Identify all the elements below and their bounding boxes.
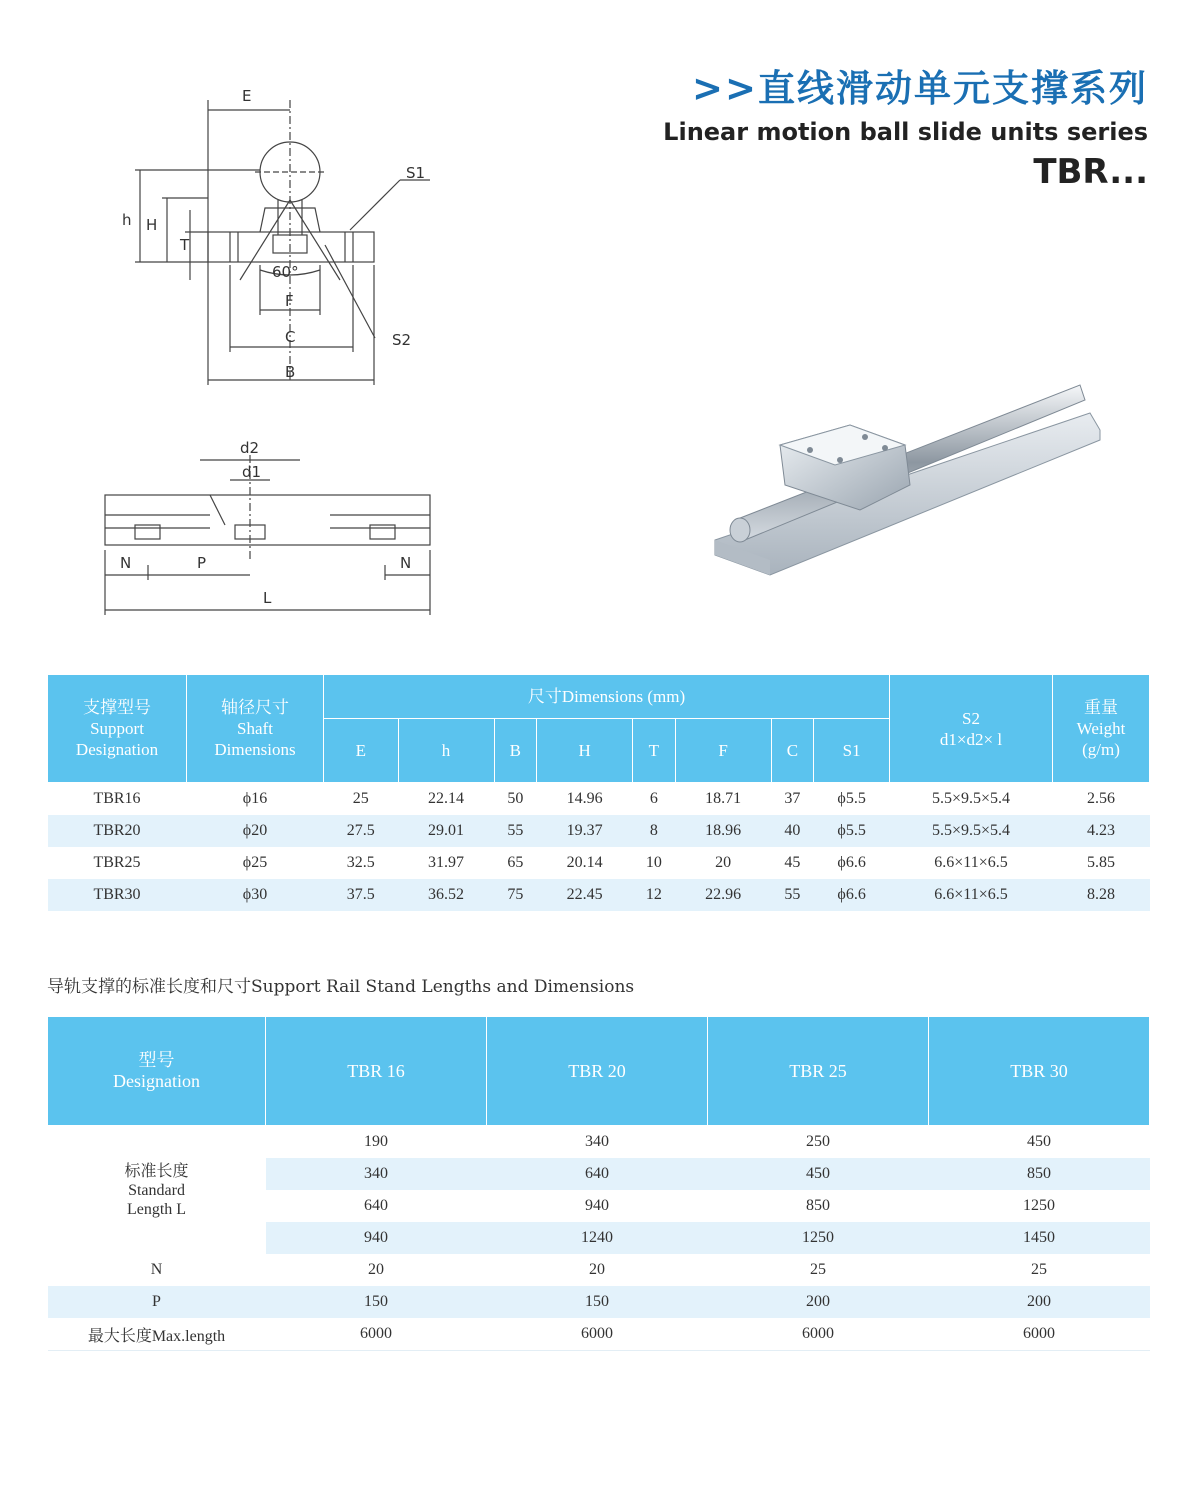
table-cell: 640 (487, 1158, 708, 1190)
table-cell: ϕ5.5 (814, 815, 890, 847)
table-cell: 8.28 (1053, 879, 1150, 911)
col-f: F (675, 719, 771, 783)
col-weight: 重量 Weight (g/m) (1053, 675, 1150, 783)
front-view-drawing (100, 80, 440, 400)
table-cell: 20 (368, 1261, 384, 1278)
col-model-4: TBR 30 (929, 1017, 1150, 1126)
spec-table (47, 674, 1150, 911)
table-cell: 2.56 (1087, 790, 1115, 807)
table-cell: 340 (585, 1133, 609, 1150)
table-cell: 5.85 (1087, 854, 1115, 871)
table-cell: 8 (633, 815, 676, 847)
table-cell: 20 (715, 854, 732, 871)
table-cell: 6000 (266, 1318, 487, 1351)
table-cell: ϕ6.6 (814, 879, 890, 911)
label-t: T (180, 236, 190, 254)
label-c: C (285, 328, 296, 346)
col-s2: S2 d1×d2× l (890, 675, 1053, 783)
table-cell: 12 (633, 879, 676, 911)
table-cell: 37.5 (324, 879, 399, 911)
page-title-en: Linear motion ball slide units series (663, 118, 1148, 146)
side-view-drawing (100, 435, 440, 625)
table-cell: 29.01 (398, 815, 494, 847)
table-cell: 45 (784, 854, 801, 871)
label-d2: d2 (240, 439, 260, 457)
table-cell: 5.5×9.5×5.4 (931, 790, 1011, 807)
p-row (48, 1286, 1150, 1318)
label-n-right: N (400, 554, 412, 572)
rail-table-title: 导轨支撑的标准长度和尺寸Support Rail Stand Lengths and Dimensions (47, 977, 635, 997)
max-length-row (48, 1318, 1150, 1351)
table-cell: 150 (487, 1286, 708, 1318)
table-cell: 6.6×11×6.5 (890, 879, 1053, 911)
table-cell: 10 (645, 854, 662, 871)
table-row (48, 815, 1150, 847)
max-length-row-label: 最大长度Max.length (48, 1318, 266, 1351)
table-cell: 850 (929, 1158, 1150, 1190)
label-h-lower: h (122, 211, 132, 229)
label-d1: d1 (242, 463, 262, 481)
product-photo (700, 365, 1140, 595)
table-cell: TBR16 (93, 790, 141, 807)
table-cell: 450 (1027, 1133, 1051, 1150)
label-e: E (242, 87, 252, 105)
page-title-cn: >>直线滑动单元支撑系列 (691, 67, 1148, 110)
table-cell: ϕ25 (242, 854, 268, 871)
table-cell: 55 (494, 815, 537, 847)
table-cell: TBR30 (48, 879, 187, 911)
table-cell: 31.97 (428, 854, 465, 871)
table-cell: 19.37 (537, 815, 633, 847)
table-cell: 32.5 (346, 854, 375, 871)
col-s1: S1 (814, 719, 890, 783)
table-cell: 18.96 (675, 815, 771, 847)
table-cell: 1450 (929, 1222, 1150, 1254)
table-cell: ϕ5.5 (837, 790, 866, 807)
n-row-label: N (150, 1261, 163, 1278)
table-row (48, 879, 1150, 911)
standard-length-label: 标准长度 Standard Length L (48, 1126, 266, 1255)
p-row-label: P (48, 1286, 266, 1318)
table-cell: 1250 (708, 1222, 929, 1254)
table-cell: 37 (784, 790, 801, 807)
table-cell: ϕ6.6 (837, 854, 866, 871)
col-model-1: TBR 16 (266, 1017, 487, 1126)
label-p: P (197, 554, 207, 572)
col-designation: 支撑型号 Support Designation (48, 675, 187, 783)
label-n-left: N (120, 554, 132, 572)
table-cell: 22.96 (675, 879, 771, 911)
rail-table-body (48, 1126, 1150, 1351)
table-cell: 340 (266, 1158, 487, 1190)
table-cell: 25 (352, 790, 369, 807)
col-shaft: 轴径尺寸 Shaft Dimensions (187, 675, 324, 783)
label-h-upper: H (146, 216, 158, 234)
label-l: L (263, 589, 272, 607)
label-s2: S2 (392, 331, 412, 349)
table-cell: 18.71 (705, 790, 742, 807)
table-cell: 14.96 (566, 790, 603, 807)
table-cell: ϕ30 (187, 879, 324, 911)
table-cell: 6.6×11×6.5 (934, 854, 1008, 871)
table-cell: 5.5×9.5×5.4 (890, 815, 1053, 847)
table-row (48, 783, 1150, 816)
table-cell: 20 (589, 1261, 605, 1278)
table-cell: 22.45 (537, 879, 633, 911)
col-model-3: TBR 25 (708, 1017, 929, 1126)
table-cell: ϕ16 (242, 790, 268, 807)
label-s1: S1 (406, 164, 426, 182)
table-cell: 200 (929, 1286, 1150, 1318)
table-cell: 190 (364, 1133, 388, 1150)
table-cell: 27.5 (324, 815, 399, 847)
table-cell: 50 (507, 790, 524, 807)
table-cell: 20.14 (566, 854, 603, 871)
table-cell: 940 (266, 1222, 487, 1254)
label-f: F (285, 292, 294, 310)
col-h-upper: H (537, 719, 633, 783)
table-cell: 55 (771, 879, 814, 911)
table-cell: 75 (494, 879, 537, 911)
table-cell: 200 (708, 1286, 929, 1318)
col-t: T (633, 719, 676, 783)
table-cell: 6000 (708, 1318, 929, 1351)
table-cell: 6000 (929, 1318, 1150, 1351)
table-cell: 150 (266, 1286, 487, 1318)
table-cell: 640 (364, 1197, 388, 1214)
col-c: C (771, 719, 814, 783)
rail-table (47, 1016, 1150, 1351)
table-cell: 36.52 (398, 879, 494, 911)
table-cell: 4.23 (1053, 815, 1150, 847)
series-code: TBR... (1033, 152, 1148, 192)
table-row (48, 847, 1150, 879)
table-cell: 6 (649, 790, 658, 807)
table-cell: 6000 (487, 1318, 708, 1351)
table-cell: 40 (771, 815, 814, 847)
table-cell: 850 (806, 1197, 830, 1214)
table-cell: ϕ20 (187, 815, 324, 847)
table-cell: 65 (507, 854, 524, 871)
table-cell: 1240 (487, 1222, 708, 1254)
col-model-2: TBR 20 (487, 1017, 708, 1126)
n-row (48, 1254, 1150, 1286)
col-h-lower: h (398, 719, 494, 783)
table-cell: 250 (806, 1133, 830, 1150)
spec-table-body (48, 783, 1150, 912)
col-dimensions-group: 尺寸Dimensions (mm) (324, 675, 890, 719)
table-cell: 940 (585, 1197, 609, 1214)
table-row (48, 1126, 1150, 1159)
table-cell: 22.14 (428, 790, 465, 807)
label-b: B (285, 363, 296, 381)
table-cell: 450 (708, 1158, 929, 1190)
table-cell: TBR20 (48, 815, 187, 847)
table-cell: 25 (1031, 1261, 1047, 1278)
label-angle: 60° (272, 263, 299, 281)
table-cell: 25 (810, 1261, 826, 1278)
table-cell: TBR25 (93, 854, 141, 871)
col-designation: 型号 Designation (48, 1017, 266, 1126)
col-e: E (324, 719, 399, 783)
table-cell: 1250 (1023, 1197, 1055, 1214)
col-b: B (494, 719, 537, 783)
